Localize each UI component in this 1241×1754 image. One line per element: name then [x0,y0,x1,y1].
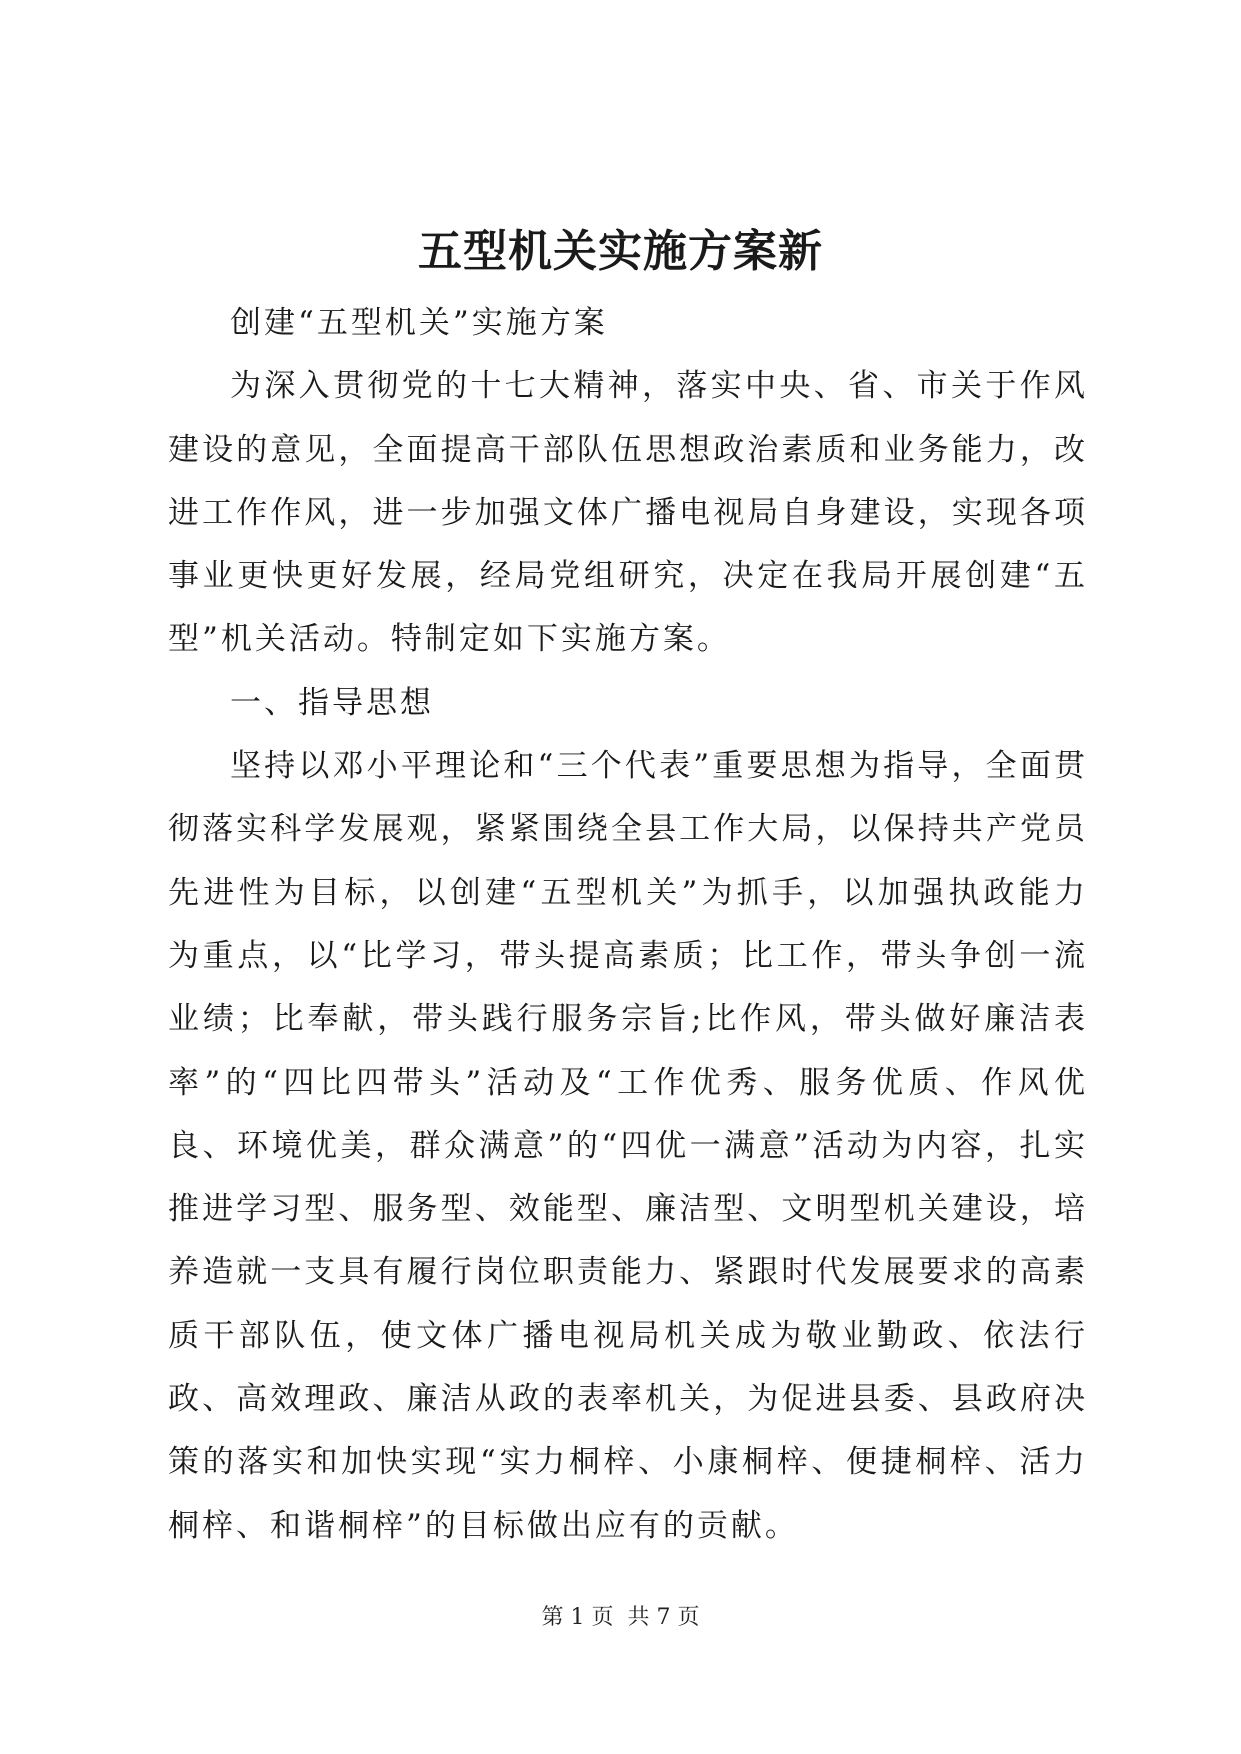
document-title: 五型机关实施方案新 [418,226,823,277]
paragraph-guiding-ideology: 坚持以邓小平理论和“三个代表”重要思想为指导，全面贯彻落实科学发展观，紧紧围绕全县工作大局，以保持共产党员先进性为目标，以创建“五型机关”为抓手，以加强执政能力为重点，以“比学习，带头提高素质；比工作，带头争创一流业绩；比奉献，带头践行服务宗旨;比作风，带头做好廉洁表率”的“四比四带头”活动及“工作优秀、服务优质、作风优良、环境优美，群众满意”的“四优一满意”活动为内容，扎实推进学习型、服务型、效能型、廉洁型、文明型机关建设，培养造就一支具有履行岗位职责能力、紧跟时代发展要求的高素质干部队伍，使文体广播电视局机关成为敬业勤政、依法行政、高效理政、廉洁从政的表率机关，为促进县委、县政府决策的落实和加快实现“实力桐梓、小康桐梓、便捷桐梓、活力桐梓、和谐桐梓”的目标做出应有的贡献。 [168,748,1088,1544]
document-body [168,292,1088,1558]
section-heading: 一、指导思想 [230,684,434,721]
paragraph-intro: 为深入贯彻党的十七大精神，落实中央、省、市关于作风建设的意见，全面提高干部队伍思想政治素质和业务能力，改进工作作风，进一步加强文体广播电视局自身建设，实现各项事业更快更好发展，经局党组研究，决定在我局开展创建“五型”机关活动。特制定如下实施方案。 [168,368,1088,658]
paragraph-subtitle: 创建“五型机关”实施方案 [230,305,608,341]
page-number: 第 1 页 [541,1605,614,1630]
page-footer [0,1603,1241,1633]
page-total: 共 7 页 [627,1605,700,1630]
